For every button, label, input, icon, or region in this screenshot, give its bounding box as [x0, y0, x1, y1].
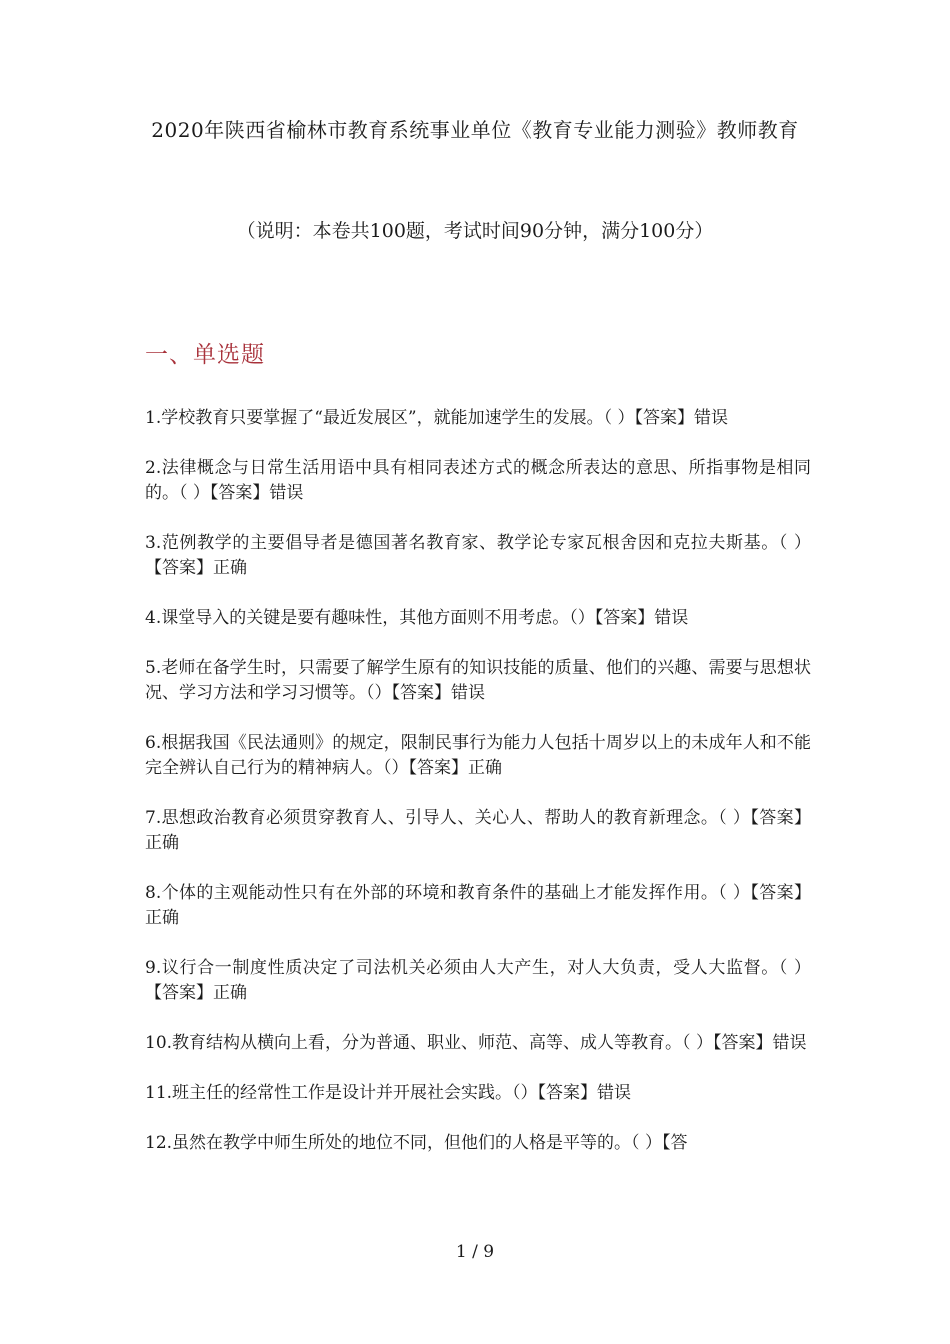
- question-number: 12.: [145, 1133, 173, 1153]
- exam-instructions: （说明：本卷共100题，考试时间90分钟，满分100分）: [236, 220, 714, 242]
- question-text: 法律概念与日常生活用语中具有相同表述方式的概念所表达的意思、所指事物是相同的。（ ）: [145, 458, 811, 503]
- question-text: 老师在备学生时，只需要了解学生原有的知识技能的质量、他们的兴趣、需要与思想状况、学习方法和学习习惯等。（）: [145, 658, 811, 703]
- question-answer: 【答案】正确: [408, 758, 502, 778]
- question-number: 8.: [145, 883, 162, 903]
- question-number: 4.: [145, 608, 162, 628]
- question-item: [145, 606, 811, 631]
- question-text: 班主任的经常性工作是设计并开展社会实践。（）: [172, 1083, 538, 1103]
- question-text: 议行合一制度性质决定了司法机关必须由人大产生，对人大负责，受人大监督。（ ）: [161, 958, 811, 978]
- question-item: [145, 656, 811, 706]
- question-number: 1.: [145, 408, 162, 428]
- question-text: 范例教学的主要倡导者是德国著名教育家、教学论专家瓦根舍因和克拉夫斯基。（ ）: [161, 533, 811, 553]
- question-answer: 【答案】错误: [634, 408, 729, 428]
- question-number: 10.: [145, 1033, 173, 1053]
- question-answer: 【答案】错误: [391, 683, 485, 703]
- question-text: 个体的主观能动性只有在外部的环境和教育条件的基础上才能发挥作用。（ ）: [161, 883, 751, 903]
- question-text: 思想政治教育必须贯穿教育人、引导人、关心人、帮助人的教育新理念。（ ）: [161, 808, 751, 828]
- question-number: 2.: [145, 458, 162, 478]
- question-item: [145, 1131, 811, 1156]
- question-answer: 【答案】正确: [145, 983, 247, 1003]
- question-number: 7.: [145, 808, 162, 828]
- question-item: [145, 881, 811, 931]
- question-text: 根据我国《民法通则》的规定，限制民事行为能力人包括十周岁以上的未成年人和不能完全辨认自己行为的精神病人。（）: [145, 733, 811, 778]
- question-item: [145, 406, 811, 431]
- section-heading: 一、单选题: [145, 342, 265, 368]
- question-item: [145, 1081, 811, 1106]
- page-indicator: 1 / 9: [455, 1242, 495, 1262]
- question-answer: 【答案】错误: [712, 1033, 807, 1053]
- question-number: 6.: [145, 733, 162, 753]
- question-item: [145, 456, 811, 506]
- question-answer: 【答案】正确: [145, 808, 812, 853]
- question-item: [145, 531, 811, 581]
- question-item: [145, 731, 811, 781]
- question-number: 3.: [145, 533, 162, 553]
- question-answer: 【答案】错误: [537, 1083, 632, 1103]
- question-text: 学校教育只要掌握了“最近发展区”，就能加速学生的发展。（ ）: [161, 408, 635, 428]
- question-list: [145, 406, 811, 1156]
- question-text: 虽然在教学中师生所处的地位不同，但他们的人格是平等的。（ ）: [172, 1133, 662, 1153]
- question-number: 5.: [145, 658, 162, 678]
- question-number: 11.: [145, 1083, 173, 1103]
- question-answer: 【答案】错误: [594, 608, 689, 628]
- question-answer: 【答案】正确: [145, 883, 812, 928]
- question-item: [145, 956, 811, 1006]
- question-item: [145, 1031, 811, 1056]
- question-text: 课堂导入的关键是要有趣味性，其他方面则不用考虑。（）: [161, 608, 595, 628]
- question-text: 教育结构从横向上看，分为普通、职业、师范、高等、成人等教育。（ ）: [172, 1033, 713, 1053]
- question-answer: 【答案】正确: [145, 558, 247, 578]
- question-number: 9.: [145, 958, 162, 978]
- question-answer: 【答案】错误: [209, 483, 304, 503]
- question-answer: 【答: [661, 1133, 688, 1153]
- question-item: [145, 806, 811, 856]
- document-title: 2020年陕西省榆林市教育系统事业单位《教育专业能力测验》教师教育: [151, 118, 799, 142]
